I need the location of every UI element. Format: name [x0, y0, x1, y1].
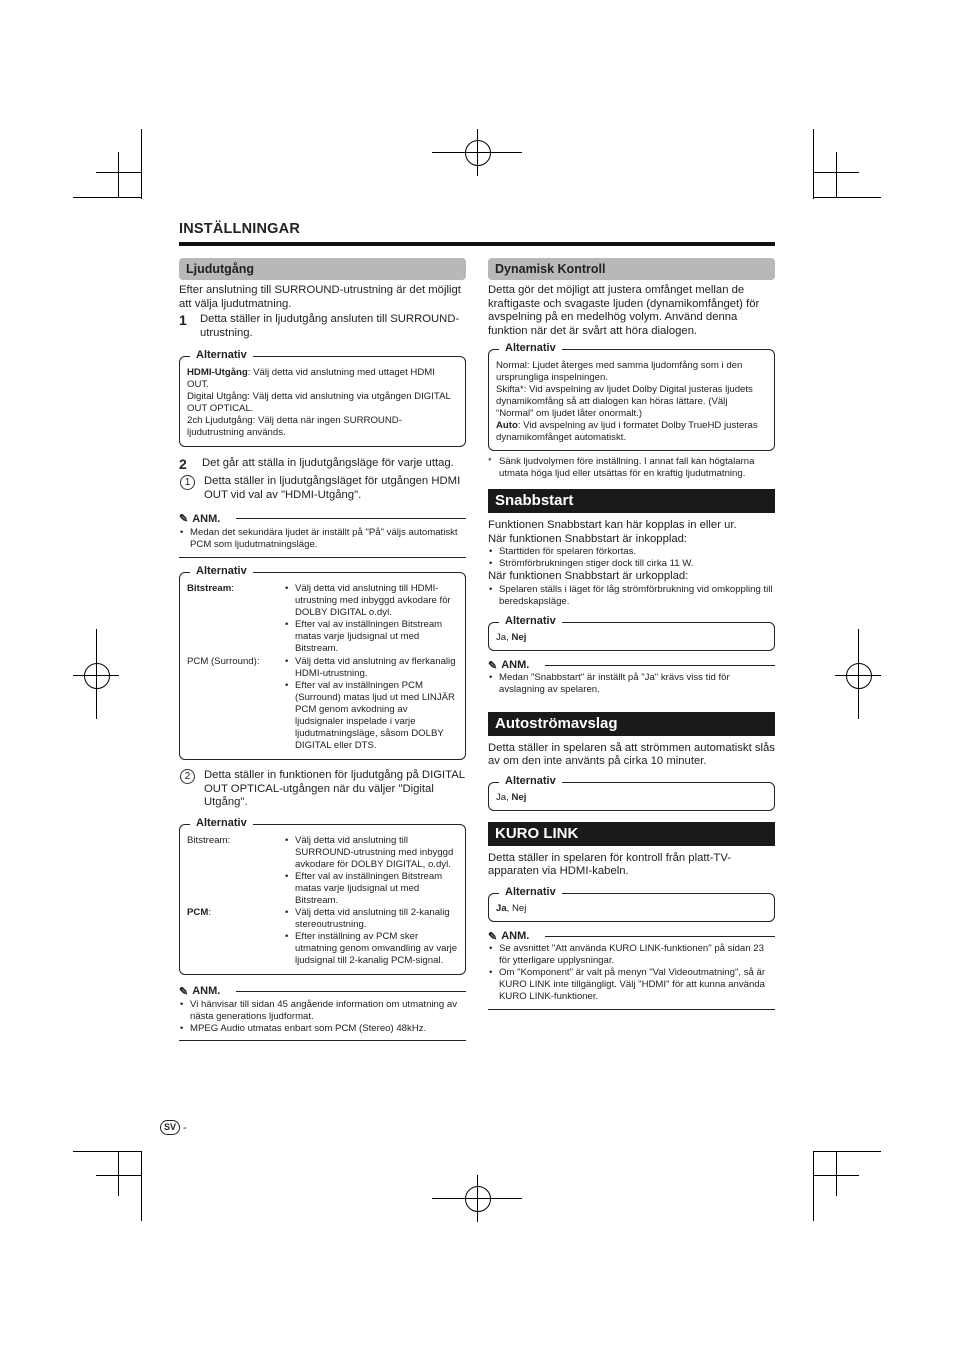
step-number: 2 — [179, 456, 187, 472]
option-text: : Välj detta vid anslutning med uttaget HDMI OUT. — [187, 367, 435, 390]
snabb-off-list — [488, 584, 775, 608]
list-item: • Efter inställning av PCM sker utmatning genom omvandling av varje ljudsignal till 2-kanalig PCM-signal. — [295, 931, 458, 967]
note-list — [488, 672, 775, 696]
alternativ-box — [488, 342, 775, 451]
note-icon: ✎ — [179, 513, 189, 525]
option-key: Bitstream: — [187, 834, 231, 846]
snabb-intro: Funktionen Snabbstart kan här kopplas in eller ur. — [488, 519, 737, 531]
list-item: • Välj detta vid anslutning till 2-kanalig stereoutrustning. — [295, 907, 458, 931]
footnote: * Sänk ljudvolymen före inställning. I annat fall kan högtalarna utmata höga ljud eller utsättas för en kraftig ljudutmatning. — [488, 456, 755, 479]
note-icon: ✎ — [179, 985, 189, 998]
list-item: • Se avsnittet "Att använda KURO LINK-funktionen" på sidan 23 för ytterligare upplysningar. — [499, 943, 775, 967]
kuro-intro: Detta ställer in spelaren för kontroll från platt-TV-apparaten via HDMI-kabeln. — [488, 851, 731, 877]
selected-option: Ja — [496, 902, 507, 914]
list-item: • Efter val av inställningen Bitstream matas varje ljudsignal ut med Bitstream. — [295, 619, 458, 655]
note-icon: ✎ — [488, 659, 498, 672]
note-list — [179, 999, 466, 1035]
language-badge: SV — [160, 1120, 180, 1135]
section-snabbstart-title: Snabbstart — [488, 489, 775, 513]
section-ljudutgang-title: Ljudutgång — [179, 258, 466, 280]
option-text: Digital Utgång: Välj detta vid anslutning via utgången DIGITAL OUT OPTICAL. — [187, 391, 451, 414]
list-item: • Efter val av inställningen PCM (Surround) matas ljud ut med LINJÄR PCM genom avkodning av ljudsignaler inspelade i varje ljudutmatningsläge, såsom DOLBY DIGITAL eller DTS. — [295, 680, 458, 752]
alternativ-box: Alternativ Ja, Nej — [488, 893, 775, 922]
header-rule — [179, 242, 775, 246]
selected-option: Nej — [511, 631, 527, 643]
list-item: • Medan "Snabbstart" är inställt på "Ja" krävs viss tid för avslagning av spelaren. — [499, 672, 775, 696]
option-key: PCM — [187, 906, 209, 918]
snabb-off-label: När funktionen Snabbstart är urkopplad: — [488, 570, 689, 582]
list-item: • Efter val av inställningen Bitstream matas varje ljudsignal ut med Bitstream. — [295, 871, 458, 907]
note-header: ✎ ANM. — [179, 985, 466, 998]
note-header: ✎ ANM. — [488, 930, 775, 943]
snabb-on-list — [488, 546, 775, 570]
snabb-on-label: När funktionen Snabbstart är inkopplad: — [488, 532, 688, 545]
right-column — [488, 258, 775, 1010]
list-item: • Vi hänvisar till sidan 45 angående information om utmatning av nästa generations ljudformat. — [190, 999, 466, 1023]
list-item: • Starttiden för spelaren förkortas. — [499, 546, 775, 558]
alternativ-box: Alternativ Ja, Nej — [488, 622, 775, 651]
left-column — [179, 258, 466, 1041]
section-kurolink-title: KURO LINK — [488, 822, 775, 846]
option-text: Skifta*: Vid avspelning av ljudet Dolby Digital justeras ljudets dynamikomfång så att dialogen kan höras lättare. (Välj “Normal” om ljudet låter onormalt.) — [496, 384, 753, 419]
list-item: • Välj detta vid anslutning av flerkanalig HDMI-utrustning. — [295, 656, 458, 680]
section-dynamisk-title: Dynamisk Kontroll — [488, 258, 775, 280]
dyn-intro: Detta gör det möjligt att justera omfånget mellan de kraftigaste och svagaste ljuden (dynamikomfånget) för avspelning på en medelhög volym. Använd denna funktion när det är svårt att höra dialogen. — [488, 284, 760, 337]
list-item: • Medan det sekundära ljudet är inställt på "På" väljs automatiskt PCM som ljudutmatningsläge. — [190, 527, 466, 551]
list-item: • Spelaren ställs i läget för låg strömförbrukning vid omkoppling till beredskapsläge. — [499, 584, 775, 608]
alternativ-title: Alternativ — [190, 817, 253, 829]
alternativ-title: Alternativ — [190, 565, 253, 577]
alternativ-box: Alternativ Bitstream: • Välj detta vid anslutning till SURROUND-utrustning med inbyggd avkodare för DOLBY DIGITAL, o.dyl. • Efter val av inställningen Bitstream matas varje ljudsignal ut med Bitstream. PCM: • Välj detta vid anslutning till 2-kanalig stereoutrustning. • Efter inställning av PCM sker utmatning genom omvandling av varje ljudsignal till 2-kanalig PCM-signal. — [179, 824, 466, 975]
list-item: • MPEG Audio utmatas enbart som PCM (Stereo) 48kHz. — [190, 1023, 466, 1035]
step-text: Detta ställer in ljudutgång ansluten till SURROUND-utrustning. — [199, 313, 460, 339]
alternativ-box: Alternativ Bitstream: • Välj detta vid anslutning till HDMI-utrustning med inbyggd avkodare för DOLBY DIGITAL o.dyl. • Efter val av inställningen Bitstream matas varje ljudsignal ut med Bitstream. PCM (Surround): • Välj detta vid anslutning av flerkanalig HDMI-utrustning. • Efter val av inställningen PCM (Surround) matas ljud ut med LINJÄR PCM genom avkodning av ljudsignaler inspelade i varje ljudutmatningsläge, såsom DOLBY DIGITAL eller DTS. — [179, 572, 466, 760]
option-key: PCM (Surround): — [187, 656, 260, 667]
page-footer — [160, 1120, 187, 1135]
list-item: • Välj detta vid anslutning till HDMI-utrustning med inbyggd avkodare för DOLBY DIGITAL o.dyl. — [295, 583, 458, 619]
step-text: Det går att ställa in ljudutgångsläge för varje uttag. — [202, 457, 454, 469]
list-item: • Strömförbrukningen stiger dock till cirka 11 W. — [499, 558, 775, 570]
list-item: • Om "Komponent" är valt på menyn "Val Videoutmatning", så är KURO LINK inte tillgängligt. Välj "HDMI" för att kunna använda KURO LINK-funktioner. — [499, 967, 775, 1003]
ljud-intro: Efter anslutning till SURROUND-utrustning är det möjligt att välja ljudutmatning. — [179, 284, 461, 310]
option-text: : Vid avspelning av ljud i formatet Dolby TrueHD justeras dynamikomfånget automatiskt. — [496, 420, 758, 443]
list-item: • Välj detta vid anslutning till SURROUND-utrustning med inbyggd avkodare för DOLBY DIGITAL, o.dyl. — [295, 835, 458, 871]
note-header: ✎ ANM. — [179, 512, 466, 525]
step-number: 1 — [179, 312, 187, 328]
alternativ-title: Alternativ — [499, 775, 562, 787]
substep-number: 1 — [180, 475, 195, 490]
note-list — [488, 943, 775, 1003]
alternativ-box — [179, 349, 466, 447]
page-number-dash: - — [183, 1121, 187, 1134]
option-text: 2ch Ljudutgång: Välj detta när ingen SURROUND-ljudutrustning används. — [187, 415, 402, 438]
note-list — [179, 527, 466, 551]
substep-text: Detta ställer in funktionen för ljudutgång på DIGITAL OUT OPTICAL-utgången när du väljer "Digital Utgång". — [204, 769, 465, 808]
substep-number: 2 — [180, 769, 195, 784]
option-key: HDMI-Utgång — [187, 367, 248, 378]
alternativ-title: Alternativ — [499, 342, 562, 354]
auto-intro: Detta ställer in spelaren så att strömmen automatiskt slås av om den inte använts på cirka 10 minuter. — [488, 741, 775, 767]
alternativ-title: Alternativ — [499, 615, 562, 627]
note-icon: ✎ — [488, 930, 498, 943]
note-header: ✎ ANM. — [488, 659, 775, 672]
page-title: INSTÄLLNINGAR — [179, 221, 301, 237]
alternativ-box: Alternativ Ja, Nej — [488, 782, 775, 811]
alternativ-title: Alternativ — [190, 349, 253, 361]
substep-text: Detta ställer in ljudutgångsläget för utgången HDMI OUT vid val av "HDMI-Utgång". — [204, 475, 461, 501]
alternativ-title: Alternativ — [499, 886, 562, 898]
option-key: Auto — [496, 420, 518, 431]
section-autostromavslag-title: Autoströmavslag — [488, 712, 775, 736]
selected-option: Nej — [511, 791, 527, 803]
option-text: Normal: Ljudet återges med samma ljudomfång som i den ursprungliga inspelningen. — [496, 360, 743, 383]
option-key: Bitstream — [187, 583, 232, 594]
